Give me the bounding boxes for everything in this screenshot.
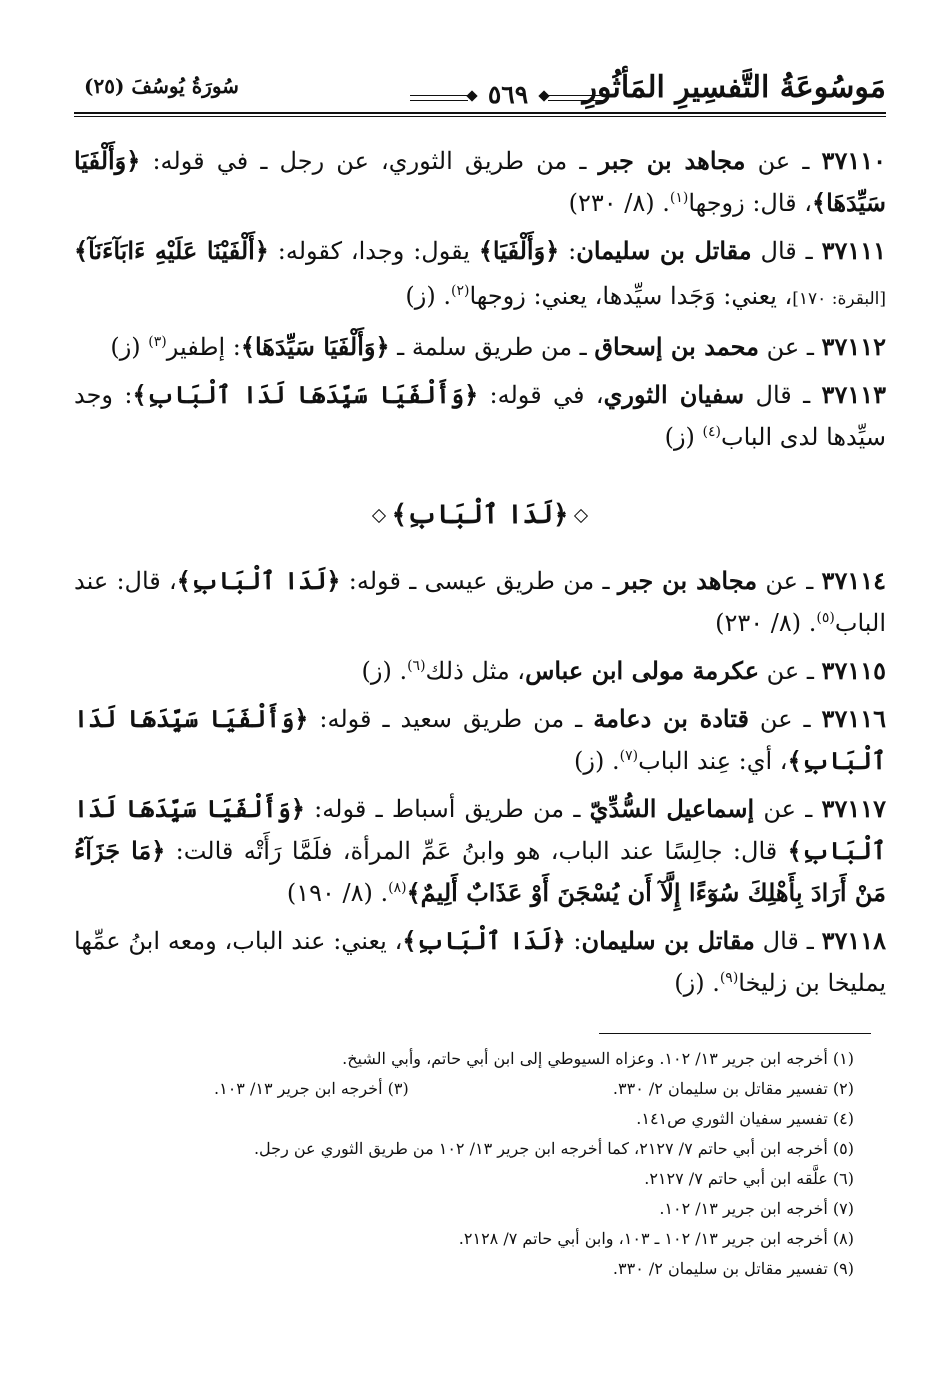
surah-reference: [البقرة: ١٧٠] [792, 289, 886, 309]
entry-text: قال: جالِسًا عند الباب، هو وابنُ عَمِّ المرأة، فلَمَّا رَأَتْه قالت: [165, 837, 788, 865]
entry-text: ـ عن [759, 333, 822, 361]
narrator-name: محمد بن إسحاق [594, 332, 760, 361]
entry-number: ٣٧١١٨ [821, 926, 887, 955]
entry-number: ٣٧١١٠ [821, 146, 886, 175]
footnote-2: (٢) تفسير مقاتل بن سليمان ٢/ ٣٣٠. [612, 1079, 854, 1098]
footnote-4: (٤) تفسير سفيان الثوري ص١٤١. [636, 1109, 854, 1128]
narrator-name: مجاهد بن جبر [617, 566, 758, 595]
quran-quote-2: ﴿مَا جَزَآءُ مَنْ أَرَادَ بِأَهْلِكَ سُوٓءًا إِلَّآ أَن يُسْجَنَ أَوْ عَذَابٌ أَلِيمٌ﴾ [74, 836, 886, 907]
narrator-name: إسماعيل السُّدِّيّ [589, 794, 755, 823]
entry-text: ـ من طريق سلمة ـ [389, 333, 595, 361]
quran-quote: ﴿وَأَلْفَيَا سَيِّدَهَا لَدَا ٱلْبَابِ﴾ [132, 380, 479, 409]
entry-text: ، قال: زوجها [688, 189, 813, 217]
entry-text: ـ عن [757, 567, 822, 595]
entry-number: ٣٧١١١ [821, 236, 887, 265]
footnote-9: (٩) تفسير مقاتل بن سليمان ٢/ ٣٣٠. [612, 1259, 854, 1278]
entry-37113 [74, 374, 886, 458]
entry-text: ـ من طريق أسباط ـ قوله: [304, 795, 590, 823]
quran-quote: ﴿وَأَلْفَيَا﴾ [478, 236, 560, 265]
heading-diamond-icon [372, 509, 386, 523]
entry-37115 [74, 650, 886, 692]
entry-37116 [74, 698, 886, 782]
entry-text: ، يعني: وَجَدا سيِّدها، يعني: زوجها [469, 282, 793, 310]
entry-text: ، في قوله: [478, 381, 604, 409]
quran-quote: ﴿وَأَلْفَيَا سَيِّدَهَا لَدَا ٱلْبَابِ﴾ [74, 794, 887, 865]
entry-text: ، أي: عِند الباب [638, 747, 788, 775]
footnote-7: (٧) أخرجه ابن جرير ١٣/ ١٠٢. [659, 1199, 854, 1218]
entry-37117 [74, 788, 886, 914]
header-rule-thin [74, 116, 886, 117]
page-header [74, 66, 886, 122]
footnote-marker[interactable]: (٧) [619, 748, 639, 764]
entry-37118 [74, 920, 886, 1004]
entry-text: ـ من طريق عيسى ـ قوله: [340, 567, 618, 595]
narrator-name: عكرمة مولى ابن عباس [525, 656, 760, 685]
entry-37110 [74, 140, 886, 224]
entry-reference: . (٨/ ٢٣٠) [715, 609, 817, 637]
entry-text: ـ من طريق الثوري، عن رجل ـ في قوله: [140, 147, 599, 175]
page-number: ٥٦٩ [487, 80, 529, 109]
entry-text: ـ عن [745, 147, 822, 175]
entry-number: ٣٧١١٢ [821, 332, 886, 361]
entry-text: : [559, 237, 577, 265]
footnote-marker[interactable]: (٨) [388, 880, 407, 896]
footnote-3: (٣) أخرجه ابن جرير ١٣/ ١٠٣. [214, 1079, 409, 1098]
entry-text: : إطفير [166, 333, 241, 361]
footnote-5: (٥) أخرجه ابن أبي حاتم ٧/ ٢١٢٧، كما أخرجه ابن جرير ١٣/ ١٠٢ من طريق الثوري عن رجل. [253, 1139, 854, 1158]
entry-reference: (ز) [664, 423, 703, 451]
heading-diamond-icon [574, 509, 588, 523]
entry-number: ٣٧١١٧ [821, 794, 886, 823]
entry-text: ، قال: عند الباب [74, 567, 886, 637]
entry-text: يقول: وجدا، كقوله: [268, 237, 479, 265]
quran-quote: ﴿وَأَلْفَيَا سَيِّدَهَا﴾ [240, 332, 390, 361]
entry-text: ـ قال [754, 927, 822, 955]
footnote-separator [599, 1033, 871, 1034]
entry-reference: (ز) [110, 333, 149, 361]
footnote-row-2-3 [74, 1074, 854, 1104]
entry-37114 [74, 560, 886, 644]
entry-number: ٣٧١١٣ [821, 380, 886, 409]
header-rule [74, 112, 886, 114]
entry-reference: . (ز) [361, 657, 408, 685]
footnotes [74, 1044, 854, 1284]
section-heading-text: ﴿لَدَا ٱلْبَابِ﴾ [391, 500, 569, 530]
ornament-left-line [410, 95, 468, 101]
footnote-1: (١) أخرجه ابن جرير ١٣/ ١٠٢. وعزاه السيوطي إلى ابن أبي حاتم، وأبي الشيخ. [342, 1049, 854, 1068]
entry-text: : وجد سيِّدها لدى الباب [74, 381, 886, 451]
entry-reference: . (ز) [405, 282, 451, 310]
narrator-name: مقاتل بن سليمان [581, 926, 755, 955]
footnote-marker[interactable]: (٢) [450, 283, 470, 299]
entry-text: ، مثل ذلك [425, 657, 526, 685]
entry-37111 [74, 230, 886, 320]
entry-number: ٣٧١١٦ [821, 704, 886, 733]
footnote-marker[interactable]: (٩) [719, 970, 739, 986]
footnote-marker[interactable]: (٣) [148, 334, 167, 350]
entry-reference: . (٨/ ١٩٠) [286, 879, 389, 907]
entry-text: ـ قال [744, 381, 822, 409]
footnote-marker[interactable]: (٥) [816, 610, 835, 626]
entry-reference: . (ز) [674, 969, 720, 997]
entry-reference: . (ز) [574, 747, 620, 775]
page-body [74, 140, 886, 1010]
entry-number: ٣٧١١٤ [821, 566, 886, 595]
footnote-6: (٦) علَّقه ابن أبي حاتم ٧/ ٢١٢٧. [644, 1169, 854, 1188]
footnote-marker[interactable]: (٤) [702, 424, 721, 440]
entry-number: ٣٧١١٥ [821, 656, 886, 685]
surah-label: سُورَةُ يُوسُفَ (٢٥) [84, 74, 239, 98]
entry-text: ـ عن [754, 795, 822, 823]
narrator-name: مقاتل بن سليمان [576, 236, 752, 265]
quran-quote: ﴿لَدَا ٱلْبَابِ﴾ [402, 926, 566, 955]
footnote-marker[interactable]: (١) [669, 190, 689, 206]
quran-quote: ﴿لَدَا ٱلْبَابِ﴾ [176, 566, 341, 595]
footnote-marker[interactable]: (٦) [407, 658, 426, 674]
entry-reference: . (٨/ ٢٣٠) [568, 189, 670, 217]
narrator-name: مجاهد بن جبر [598, 146, 746, 175]
entry-text: ، يعني: عند الباب، ومعه ابنُ عمِّها يمليخا بن زليخا [74, 927, 886, 997]
entry-37112 [74, 326, 886, 368]
footnote-8: (٨) أخرجه ابن جرير ١٣/ ١٠٢ ـ ١٠٣، وابن أبي حاتم ٧/ ٢١٢٨. [458, 1229, 854, 1248]
book-title: مَوسُوعَةُ التَّفسِيرِ المَأثُورِ [582, 70, 886, 105]
narrator-name: سفيان الثوري [603, 380, 745, 409]
page-number-ornament [410, 82, 606, 112]
entry-text: ـ قال [751, 237, 822, 265]
entry-text: ـ من طريق سعيد ـ قوله: [308, 705, 594, 733]
quran-quote: ﴿وَأَلْفَيَا سَيِّدَهَا﴾ [74, 146, 886, 217]
entry-text: ـ عن [748, 705, 822, 733]
narrator-name: قتادة بن دعامة [593, 704, 749, 733]
entry-text: : [565, 927, 582, 955]
entry-text: ـ عن [759, 657, 822, 685]
quran-quote: ﴿وَأَلْفَيَا سَيِّدَهَا لَدَا ٱلْبَابِ﴾ [74, 704, 886, 775]
quran-quote-2: ﴿أَلْفَيْنَا عَلَيْهِ ءَابَآءَنَآ﴾ [74, 236, 269, 265]
section-heading [74, 500, 886, 530]
